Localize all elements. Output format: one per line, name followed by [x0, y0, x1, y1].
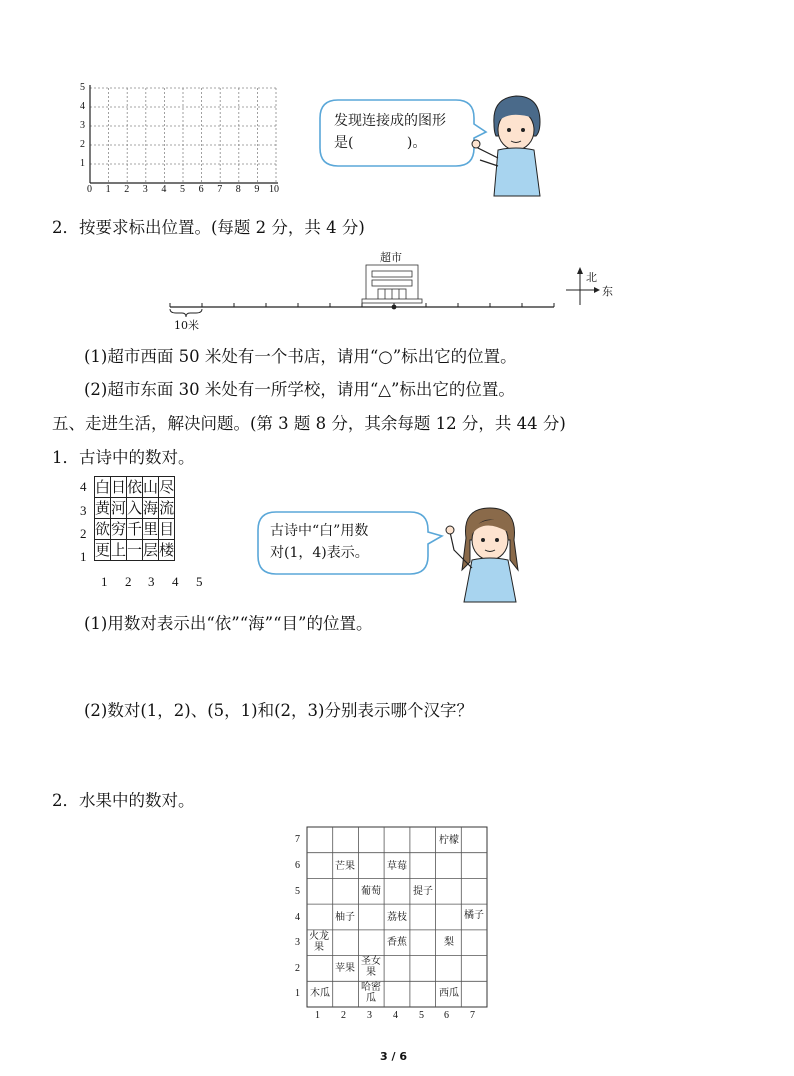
poem-row: [95, 477, 175, 498]
poem-cell: 尽: [159, 478, 175, 496]
q2-item-1: (1)超市西面 50 米处有一个书店，请用“○”标出它的位置。: [84, 347, 517, 366]
grid-x-tick-4: 4: [393, 1010, 398, 1021]
q5-2-title: 2．水果中的数对。: [52, 791, 195, 810]
poem-cell: 上: [111, 541, 127, 559]
top-grid-svg: [78, 80, 288, 195]
grid-x-tick-2: 2: [341, 1010, 346, 1021]
supermarket-label: 超市: [380, 251, 402, 264]
q5-1-item-2: (2)数对(1，2)、(5，1)和(2，3)分别表示哪个汉字？: [84, 701, 473, 720]
fruit-xiangjiao: 香蕉: [387, 937, 407, 948]
boy-icon: [468, 88, 558, 198]
grid-y-tick-7: 7: [295, 834, 300, 845]
x-tick-2: 2: [124, 184, 130, 195]
poem-row: [95, 519, 175, 540]
fruit-hamigua: 哈密瓜: [361, 982, 381, 1004]
fruit-tizi: 提子: [413, 886, 433, 897]
section5-title: 五、走进生活，解决问题。(第 3 题 8 分，其余每题 12 分，共 44 分): [52, 414, 566, 433]
fruit-xigua: 西瓜: [439, 988, 459, 999]
grid-x-tick-7: 7: [470, 1010, 475, 1021]
poem-row: [95, 498, 175, 519]
fruit-mugua: 木瓜: [310, 988, 330, 999]
grid-y-tick-1: 1: [295, 988, 300, 999]
x-tick-1: 1: [105, 184, 111, 195]
poem-row-num-1: 1: [80, 549, 87, 564]
grid-x-tick-1: 1: [315, 1010, 320, 1021]
y-tick-5: 5: [80, 82, 85, 93]
top-grid: [78, 80, 288, 195]
girl-icon: [440, 500, 532, 604]
poem-cell: 流: [159, 499, 175, 517]
fruit-mangguo: 芒果: [335, 861, 355, 872]
fruit-shengnvguo: 圣女果: [361, 956, 381, 978]
poem-cell: 更: [95, 541, 111, 559]
fruit-lizhi: 荔枝: [387, 912, 407, 923]
y-tick-2: 2: [80, 139, 85, 150]
grid-y-tick-4: 4: [295, 912, 300, 923]
poem-cell: 层: [143, 541, 159, 559]
poem-col-num-1: 1: [101, 574, 108, 589]
x-tick-8: 8: [235, 184, 241, 195]
fruit-li: 梨: [444, 937, 454, 948]
poem-cell: 海: [143, 499, 159, 517]
poem-col-num-4: 4: [172, 574, 179, 589]
page-number: 3 / 6: [380, 1050, 407, 1063]
grid-x-tick-5: 5: [419, 1010, 424, 1021]
north-label: 北: [586, 271, 597, 284]
poem-cell: 一: [127, 541, 143, 559]
y-tick-3: 3: [80, 120, 85, 131]
q5-1-title: 1．古诗中的数对。: [52, 448, 195, 467]
poem-table: [94, 476, 175, 561]
poem-row-num-2: 2: [80, 526, 87, 541]
x-tick-3: 3: [142, 184, 148, 195]
boy-illustration: [468, 88, 558, 198]
fruit-ningmeng: 柠檬: [439, 835, 459, 846]
grid-y-tick-2: 2: [295, 963, 300, 974]
bubble-line-2: 对(1，4)表示。: [270, 545, 369, 561]
x-tick-5: 5: [180, 184, 185, 195]
poem-cell: 白: [95, 478, 111, 496]
poem-row-num-3: 3: [80, 503, 87, 518]
speech-bubble-poem: [254, 508, 444, 580]
x-tick-4: 4: [161, 184, 167, 195]
fruit-huolongguo: 火龙果: [309, 931, 329, 953]
poem-row-num-4: 4: [80, 479, 87, 494]
poem-cell: 入: [127, 499, 143, 517]
scale-label: 10米: [174, 319, 199, 332]
poem-cell: 千: [127, 520, 143, 538]
poem-col-num-5: 5: [196, 574, 203, 589]
poem-cell: 里: [143, 520, 159, 538]
poem-cell: 河: [111, 499, 127, 517]
poem-cell: 山: [143, 478, 159, 496]
poem-cell: 日: [111, 478, 127, 496]
poem-row: [95, 540, 175, 561]
grid-x-tick-3: 3: [367, 1010, 372, 1021]
x-tick-10: 10: [269, 184, 279, 195]
x-tick-6: 6: [198, 184, 204, 195]
poem-cell: 黄: [95, 499, 111, 517]
east-label: 东: [602, 285, 613, 298]
x-tick-0: 0: [87, 184, 92, 195]
poem-cell: 欲: [95, 520, 111, 538]
poem-cell: 目: [159, 520, 175, 538]
poem-cell: 依: [127, 478, 143, 496]
q5-1-item-1: (1)用数对表示出“依”“海”“目”的位置。: [84, 614, 373, 633]
grid-y-tick-5: 5: [295, 886, 300, 897]
fruit-youzi: 柚子: [335, 912, 355, 923]
fruit-caomei: 草莓: [387, 861, 407, 872]
speech-bubble-top: [316, 96, 488, 172]
grid-x-tick-6: 6: [444, 1010, 449, 1021]
x-tick-9: 9: [254, 184, 260, 195]
poem-col-num-3: 3: [148, 574, 155, 589]
bubble-line-2: 是( )。: [334, 135, 427, 151]
poem-cell: 楼: [159, 541, 175, 559]
fruit-grid: [290, 826, 500, 1026]
y-tick-1: 1: [80, 158, 85, 169]
grid-y-tick-3: 3: [295, 937, 300, 948]
fruit-putao: 葡萄: [361, 886, 381, 897]
girl-illustration: [440, 500, 532, 604]
fruit-juzi: 橘子: [464, 910, 484, 921]
poem-col-num-2: 2: [125, 574, 132, 589]
grid-y-tick-6: 6: [295, 860, 300, 871]
fruit-pingguo: 苹果: [335, 963, 355, 974]
y-tick-4: 4: [80, 101, 85, 112]
poem-cell: 穷: [111, 520, 127, 538]
q2-title: 2．按要求标出位置。(每题 2 分，共 4 分): [52, 218, 365, 237]
bubble-line-1: 古诗中“白”用数: [270, 523, 369, 539]
number-line-diagram: [166, 245, 626, 335]
x-tick-7: 7: [217, 184, 223, 195]
q2-item-2: (2)超市东面 30 米处有一所学校，请用“△”标出它的位置。: [84, 380, 515, 399]
bubble-line-1: 发现连接成的图形: [334, 113, 446, 129]
